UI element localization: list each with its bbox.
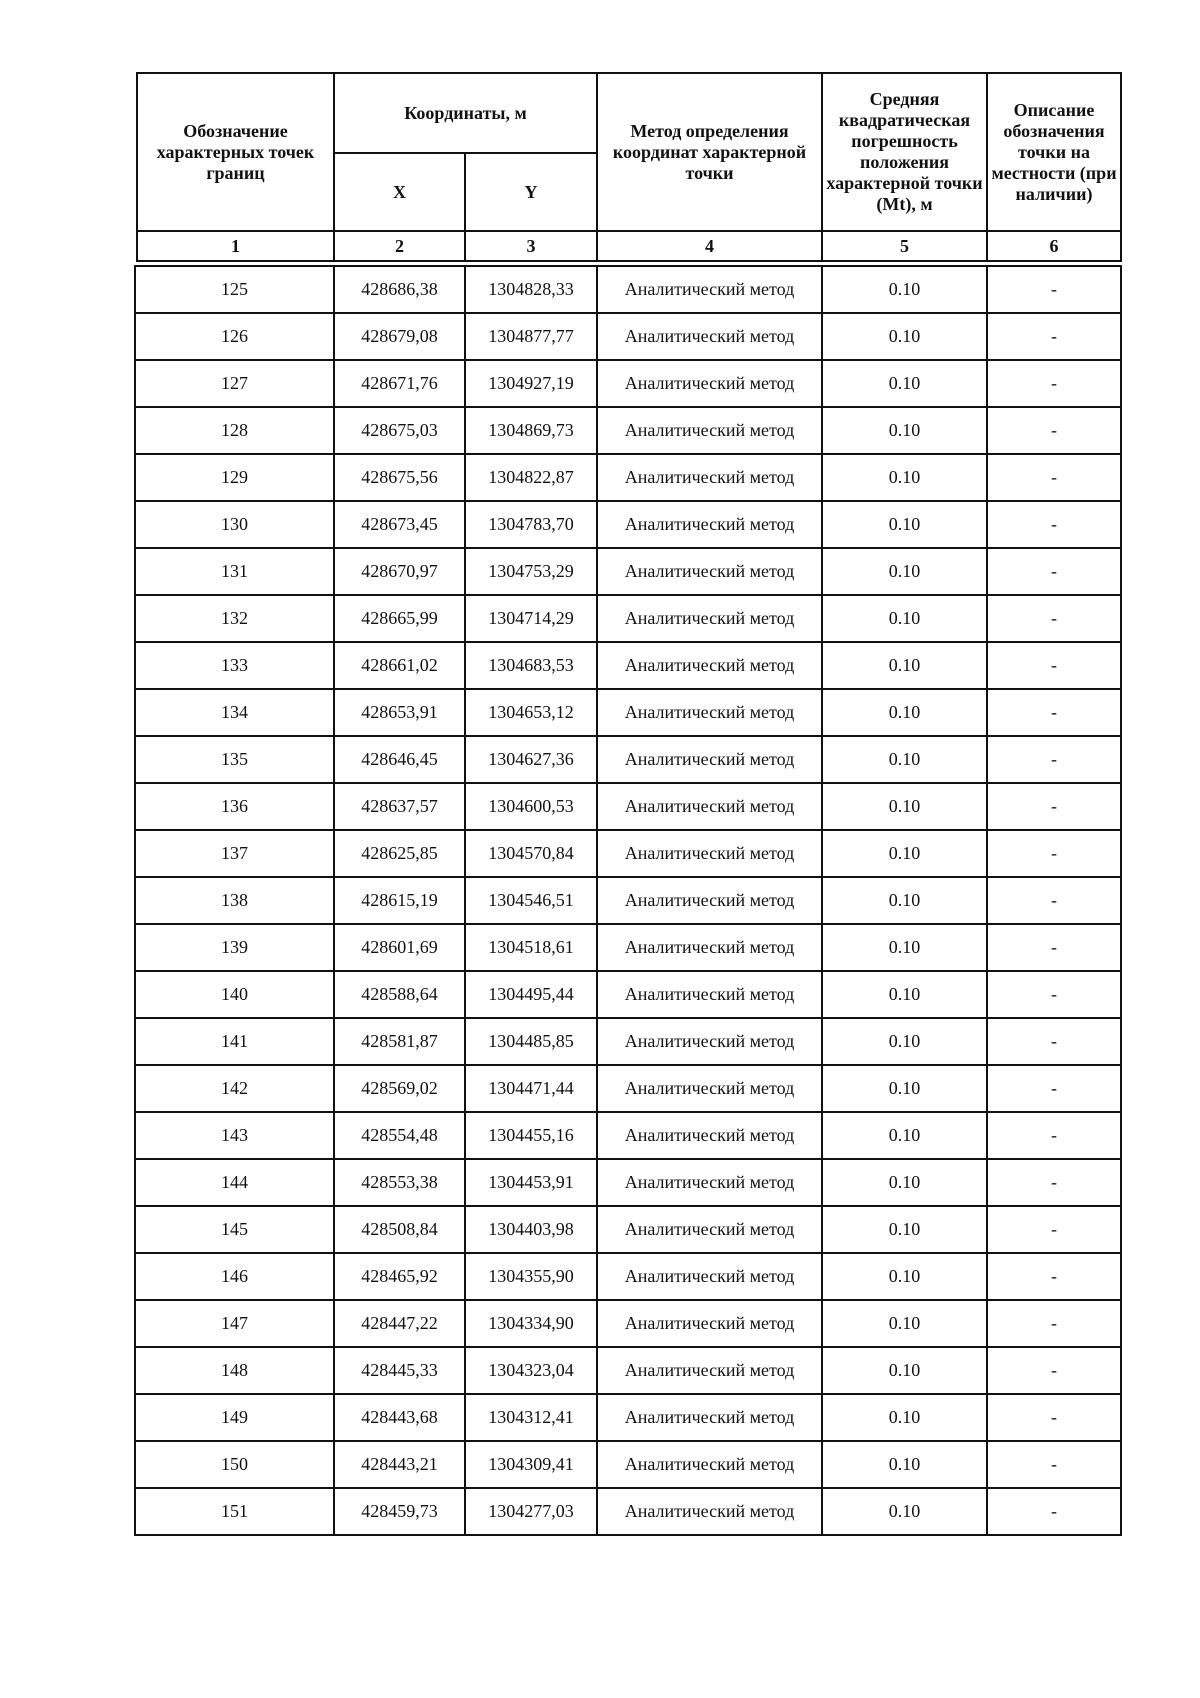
point-number-cell: 147 xyxy=(135,1300,334,1347)
table-row xyxy=(135,1347,1121,1394)
point-number-cell: 138 xyxy=(135,877,334,924)
accuracy-cell: 0.10 xyxy=(822,313,987,360)
description-cell: - xyxy=(987,736,1121,783)
header-mean-square-error: Средняя квадратическая погрешность положения характерной точки (Mt), м xyxy=(822,73,987,231)
accuracy-cell: 0.10 xyxy=(822,1018,987,1065)
description-cell: - xyxy=(987,1065,1121,1112)
method-cell: Аналитический метод xyxy=(597,1441,822,1488)
header-y: Y xyxy=(465,153,597,231)
x-coordinate-cell: 428661,02 xyxy=(334,642,465,689)
description-cell: - xyxy=(987,783,1121,830)
accuracy-cell: 0.10 xyxy=(822,266,987,313)
y-coordinate-cell: 1304403,98 xyxy=(465,1206,597,1253)
point-number-cell: 128 xyxy=(135,407,334,454)
x-coordinate-cell: 428581,87 xyxy=(334,1018,465,1065)
description-cell: - xyxy=(987,501,1121,548)
table-row xyxy=(135,1441,1121,1488)
description-cell: - xyxy=(987,266,1121,313)
table-row xyxy=(135,454,1121,501)
table-row xyxy=(135,1253,1121,1300)
description-cell: - xyxy=(987,1206,1121,1253)
header-num-6: 6 xyxy=(987,231,1121,261)
accuracy-cell: 0.10 xyxy=(822,1159,987,1206)
table-row xyxy=(135,1206,1121,1253)
accuracy-cell: 0.10 xyxy=(822,595,987,642)
x-coordinate-cell: 428445,33 xyxy=(334,1347,465,1394)
table-row xyxy=(135,548,1121,595)
table-row xyxy=(135,1394,1121,1441)
method-cell: Аналитический метод xyxy=(597,1018,822,1065)
table-row xyxy=(135,266,1121,313)
table-row xyxy=(135,830,1121,877)
y-coordinate-cell: 1304471,44 xyxy=(465,1065,597,1112)
y-coordinate-cell: 1304453,91 xyxy=(465,1159,597,1206)
header-num-1: 1 xyxy=(137,231,334,261)
y-coordinate-cell: 1304312,41 xyxy=(465,1394,597,1441)
method-cell: Аналитический метод xyxy=(597,1112,822,1159)
x-coordinate-cell: 428553,38 xyxy=(334,1159,465,1206)
method-cell: Аналитический метод xyxy=(597,595,822,642)
x-coordinate-cell: 428670,97 xyxy=(334,548,465,595)
method-cell: Аналитический метод xyxy=(597,830,822,877)
y-coordinate-cell: 1304309,41 xyxy=(465,1441,597,1488)
method-cell: Аналитический метод xyxy=(597,454,822,501)
y-coordinate-cell: 1304600,53 xyxy=(465,783,597,830)
table-row xyxy=(135,1018,1121,1065)
point-number-cell: 135 xyxy=(135,736,334,783)
method-cell: Аналитический метод xyxy=(597,736,822,783)
header-method: Метод определения координат характерной точки xyxy=(597,73,822,231)
description-cell: - xyxy=(987,1300,1121,1347)
accuracy-cell: 0.10 xyxy=(822,924,987,971)
method-cell: Аналитический метод xyxy=(597,1347,822,1394)
description-cell: - xyxy=(987,1253,1121,1300)
accuracy-cell: 0.10 xyxy=(822,501,987,548)
y-coordinate-cell: 1304828,33 xyxy=(465,266,597,313)
point-number-cell: 126 xyxy=(135,313,334,360)
accuracy-cell: 0.10 xyxy=(822,1065,987,1112)
point-number-cell: 143 xyxy=(135,1112,334,1159)
header-num-2: 2 xyxy=(334,231,465,261)
y-coordinate-cell: 1304627,36 xyxy=(465,736,597,783)
table-row xyxy=(135,407,1121,454)
description-cell: - xyxy=(987,642,1121,689)
accuracy-cell: 0.10 xyxy=(822,783,987,830)
description-cell: - xyxy=(987,830,1121,877)
table-row xyxy=(135,1112,1121,1159)
accuracy-cell: 0.10 xyxy=(822,1394,987,1441)
method-cell: Аналитический метод xyxy=(597,266,822,313)
x-coordinate-cell: 428443,21 xyxy=(334,1441,465,1488)
point-number-cell: 129 xyxy=(135,454,334,501)
method-cell: Аналитический метод xyxy=(597,1206,822,1253)
accuracy-cell: 0.10 xyxy=(822,454,987,501)
table-row xyxy=(135,736,1121,783)
method-cell: Аналитический метод xyxy=(597,501,822,548)
x-coordinate-cell: 428554,48 xyxy=(334,1112,465,1159)
x-coordinate-cell: 428675,56 xyxy=(334,454,465,501)
point-number-cell: 142 xyxy=(135,1065,334,1112)
method-cell: Аналитический метод xyxy=(597,1065,822,1112)
y-coordinate-cell: 1304355,90 xyxy=(465,1253,597,1300)
point-number-cell: 130 xyxy=(135,501,334,548)
description-cell: - xyxy=(987,407,1121,454)
x-coordinate-cell: 428443,68 xyxy=(334,1394,465,1441)
x-coordinate-cell: 428671,76 xyxy=(334,360,465,407)
x-coordinate-cell: 428465,92 xyxy=(334,1253,465,1300)
table-row xyxy=(135,971,1121,1018)
x-coordinate-cell: 428569,02 xyxy=(334,1065,465,1112)
method-cell: Аналитический метод xyxy=(597,313,822,360)
table-row xyxy=(135,689,1121,736)
accuracy-cell: 0.10 xyxy=(822,1441,987,1488)
method-cell: Аналитический метод xyxy=(597,1159,822,1206)
header-x: X xyxy=(334,153,465,231)
y-coordinate-cell: 1304546,51 xyxy=(465,877,597,924)
x-coordinate-cell: 428447,22 xyxy=(334,1300,465,1347)
coordinates-table xyxy=(134,265,1122,1536)
description-cell: - xyxy=(987,1394,1121,1441)
accuracy-cell: 0.10 xyxy=(822,1112,987,1159)
header-num-5: 5 xyxy=(822,231,987,261)
point-number-cell: 133 xyxy=(135,642,334,689)
method-cell: Аналитический метод xyxy=(597,1300,822,1347)
accuracy-cell: 0.10 xyxy=(822,1488,987,1535)
method-cell: Аналитический метод xyxy=(597,924,822,971)
description-cell: - xyxy=(987,1441,1121,1488)
method-cell: Аналитический метод xyxy=(597,360,822,407)
y-coordinate-cell: 1304683,53 xyxy=(465,642,597,689)
table-row xyxy=(135,1300,1121,1347)
point-number-cell: 132 xyxy=(135,595,334,642)
x-coordinate-cell: 428653,91 xyxy=(334,689,465,736)
table-row xyxy=(135,783,1121,830)
method-cell: Аналитический метод xyxy=(597,877,822,924)
point-number-cell: 134 xyxy=(135,689,334,736)
y-coordinate-cell: 1304495,44 xyxy=(465,971,597,1018)
point-number-cell: 140 xyxy=(135,971,334,1018)
description-cell: - xyxy=(987,313,1121,360)
description-cell: - xyxy=(987,971,1121,1018)
table-row xyxy=(135,595,1121,642)
y-coordinate-cell: 1304822,87 xyxy=(465,454,597,501)
point-number-cell: 137 xyxy=(135,830,334,877)
point-number-cell: 144 xyxy=(135,1159,334,1206)
table-row xyxy=(135,642,1121,689)
table-row xyxy=(135,313,1121,360)
x-coordinate-cell: 428686,38 xyxy=(334,266,465,313)
point-number-cell: 131 xyxy=(135,548,334,595)
method-cell: Аналитический метод xyxy=(597,548,822,595)
header-coordinates: Координаты, м xyxy=(334,73,597,153)
point-number-cell: 145 xyxy=(135,1206,334,1253)
y-coordinate-cell: 1304653,12 xyxy=(465,689,597,736)
description-cell: - xyxy=(987,1112,1121,1159)
header-description: Описание обозначения точки на местности (при наличии) xyxy=(987,73,1121,231)
x-coordinate-cell: 428588,64 xyxy=(334,971,465,1018)
accuracy-cell: 0.10 xyxy=(822,971,987,1018)
x-coordinate-cell: 428637,57 xyxy=(334,783,465,830)
y-coordinate-cell: 1304455,16 xyxy=(465,1112,597,1159)
description-cell: - xyxy=(987,548,1121,595)
description-cell: - xyxy=(987,595,1121,642)
y-coordinate-cell: 1304570,84 xyxy=(465,830,597,877)
description-cell: - xyxy=(987,689,1121,736)
x-coordinate-cell: 428679,08 xyxy=(334,313,465,360)
point-number-cell: 150 xyxy=(135,1441,334,1488)
accuracy-cell: 0.10 xyxy=(822,1300,987,1347)
accuracy-cell: 0.10 xyxy=(822,642,987,689)
method-cell: Аналитический метод xyxy=(597,1394,822,1441)
x-coordinate-cell: 428601,69 xyxy=(334,924,465,971)
description-cell: - xyxy=(987,1347,1121,1394)
header-num-4: 4 xyxy=(597,231,822,261)
point-number-cell: 136 xyxy=(135,783,334,830)
x-coordinate-cell: 428665,99 xyxy=(334,595,465,642)
point-number-cell: 146 xyxy=(135,1253,334,1300)
x-coordinate-cell: 428459,73 xyxy=(334,1488,465,1535)
table-row xyxy=(135,501,1121,548)
header-num-3: 3 xyxy=(465,231,597,261)
y-coordinate-cell: 1304927,19 xyxy=(465,360,597,407)
y-coordinate-cell: 1304485,85 xyxy=(465,1018,597,1065)
table-row xyxy=(135,1488,1121,1535)
accuracy-cell: 0.10 xyxy=(822,407,987,454)
table-row xyxy=(135,360,1121,407)
table-header xyxy=(136,72,1122,262)
point-number-cell: 148 xyxy=(135,1347,334,1394)
y-coordinate-cell: 1304783,70 xyxy=(465,501,597,548)
method-cell: Аналитический метод xyxy=(597,971,822,1018)
accuracy-cell: 0.10 xyxy=(822,548,987,595)
method-cell: Аналитический метод xyxy=(597,1253,822,1300)
y-coordinate-cell: 1304334,90 xyxy=(465,1300,597,1347)
method-cell: Аналитический метод xyxy=(597,407,822,454)
table-row xyxy=(135,924,1121,971)
table-row xyxy=(135,1159,1121,1206)
description-cell: - xyxy=(987,360,1121,407)
description-cell: - xyxy=(987,454,1121,501)
accuracy-cell: 0.10 xyxy=(822,830,987,877)
header-point-designation: Обозначение характерных точек границ xyxy=(137,73,334,231)
y-coordinate-cell: 1304277,03 xyxy=(465,1488,597,1535)
y-coordinate-cell: 1304518,61 xyxy=(465,924,597,971)
point-number-cell: 127 xyxy=(135,360,334,407)
method-cell: Аналитический метод xyxy=(597,642,822,689)
description-cell: - xyxy=(987,924,1121,971)
description-cell: - xyxy=(987,877,1121,924)
y-coordinate-cell: 1304323,04 xyxy=(465,1347,597,1394)
method-cell: Аналитический метод xyxy=(597,783,822,830)
y-coordinate-cell: 1304753,29 xyxy=(465,548,597,595)
x-coordinate-cell: 428615,19 xyxy=(334,877,465,924)
accuracy-cell: 0.10 xyxy=(822,736,987,783)
y-coordinate-cell: 1304714,29 xyxy=(465,595,597,642)
point-number-cell: 139 xyxy=(135,924,334,971)
description-cell: - xyxy=(987,1159,1121,1206)
point-number-cell: 141 xyxy=(135,1018,334,1065)
x-coordinate-cell: 428508,84 xyxy=(334,1206,465,1253)
point-number-cell: 151 xyxy=(135,1488,334,1535)
point-number-cell: 125 xyxy=(135,266,334,313)
method-cell: Аналитический метод xyxy=(597,1488,822,1535)
accuracy-cell: 0.10 xyxy=(822,1206,987,1253)
description-cell: - xyxy=(987,1018,1121,1065)
x-coordinate-cell: 428673,45 xyxy=(334,501,465,548)
y-coordinate-cell: 1304877,77 xyxy=(465,313,597,360)
y-coordinate-cell: 1304869,73 xyxy=(465,407,597,454)
accuracy-cell: 0.10 xyxy=(822,1347,987,1394)
accuracy-cell: 0.10 xyxy=(822,689,987,736)
accuracy-cell: 0.10 xyxy=(822,360,987,407)
x-coordinate-cell: 428675,03 xyxy=(334,407,465,454)
table-row xyxy=(135,1065,1121,1112)
point-number-cell: 149 xyxy=(135,1394,334,1441)
x-coordinate-cell: 428646,45 xyxy=(334,736,465,783)
accuracy-cell: 0.10 xyxy=(822,877,987,924)
accuracy-cell: 0.10 xyxy=(822,1253,987,1300)
description-cell: - xyxy=(987,1488,1121,1535)
table-row xyxy=(135,877,1121,924)
x-coordinate-cell: 428625,85 xyxy=(334,830,465,877)
method-cell: Аналитический метод xyxy=(597,689,822,736)
